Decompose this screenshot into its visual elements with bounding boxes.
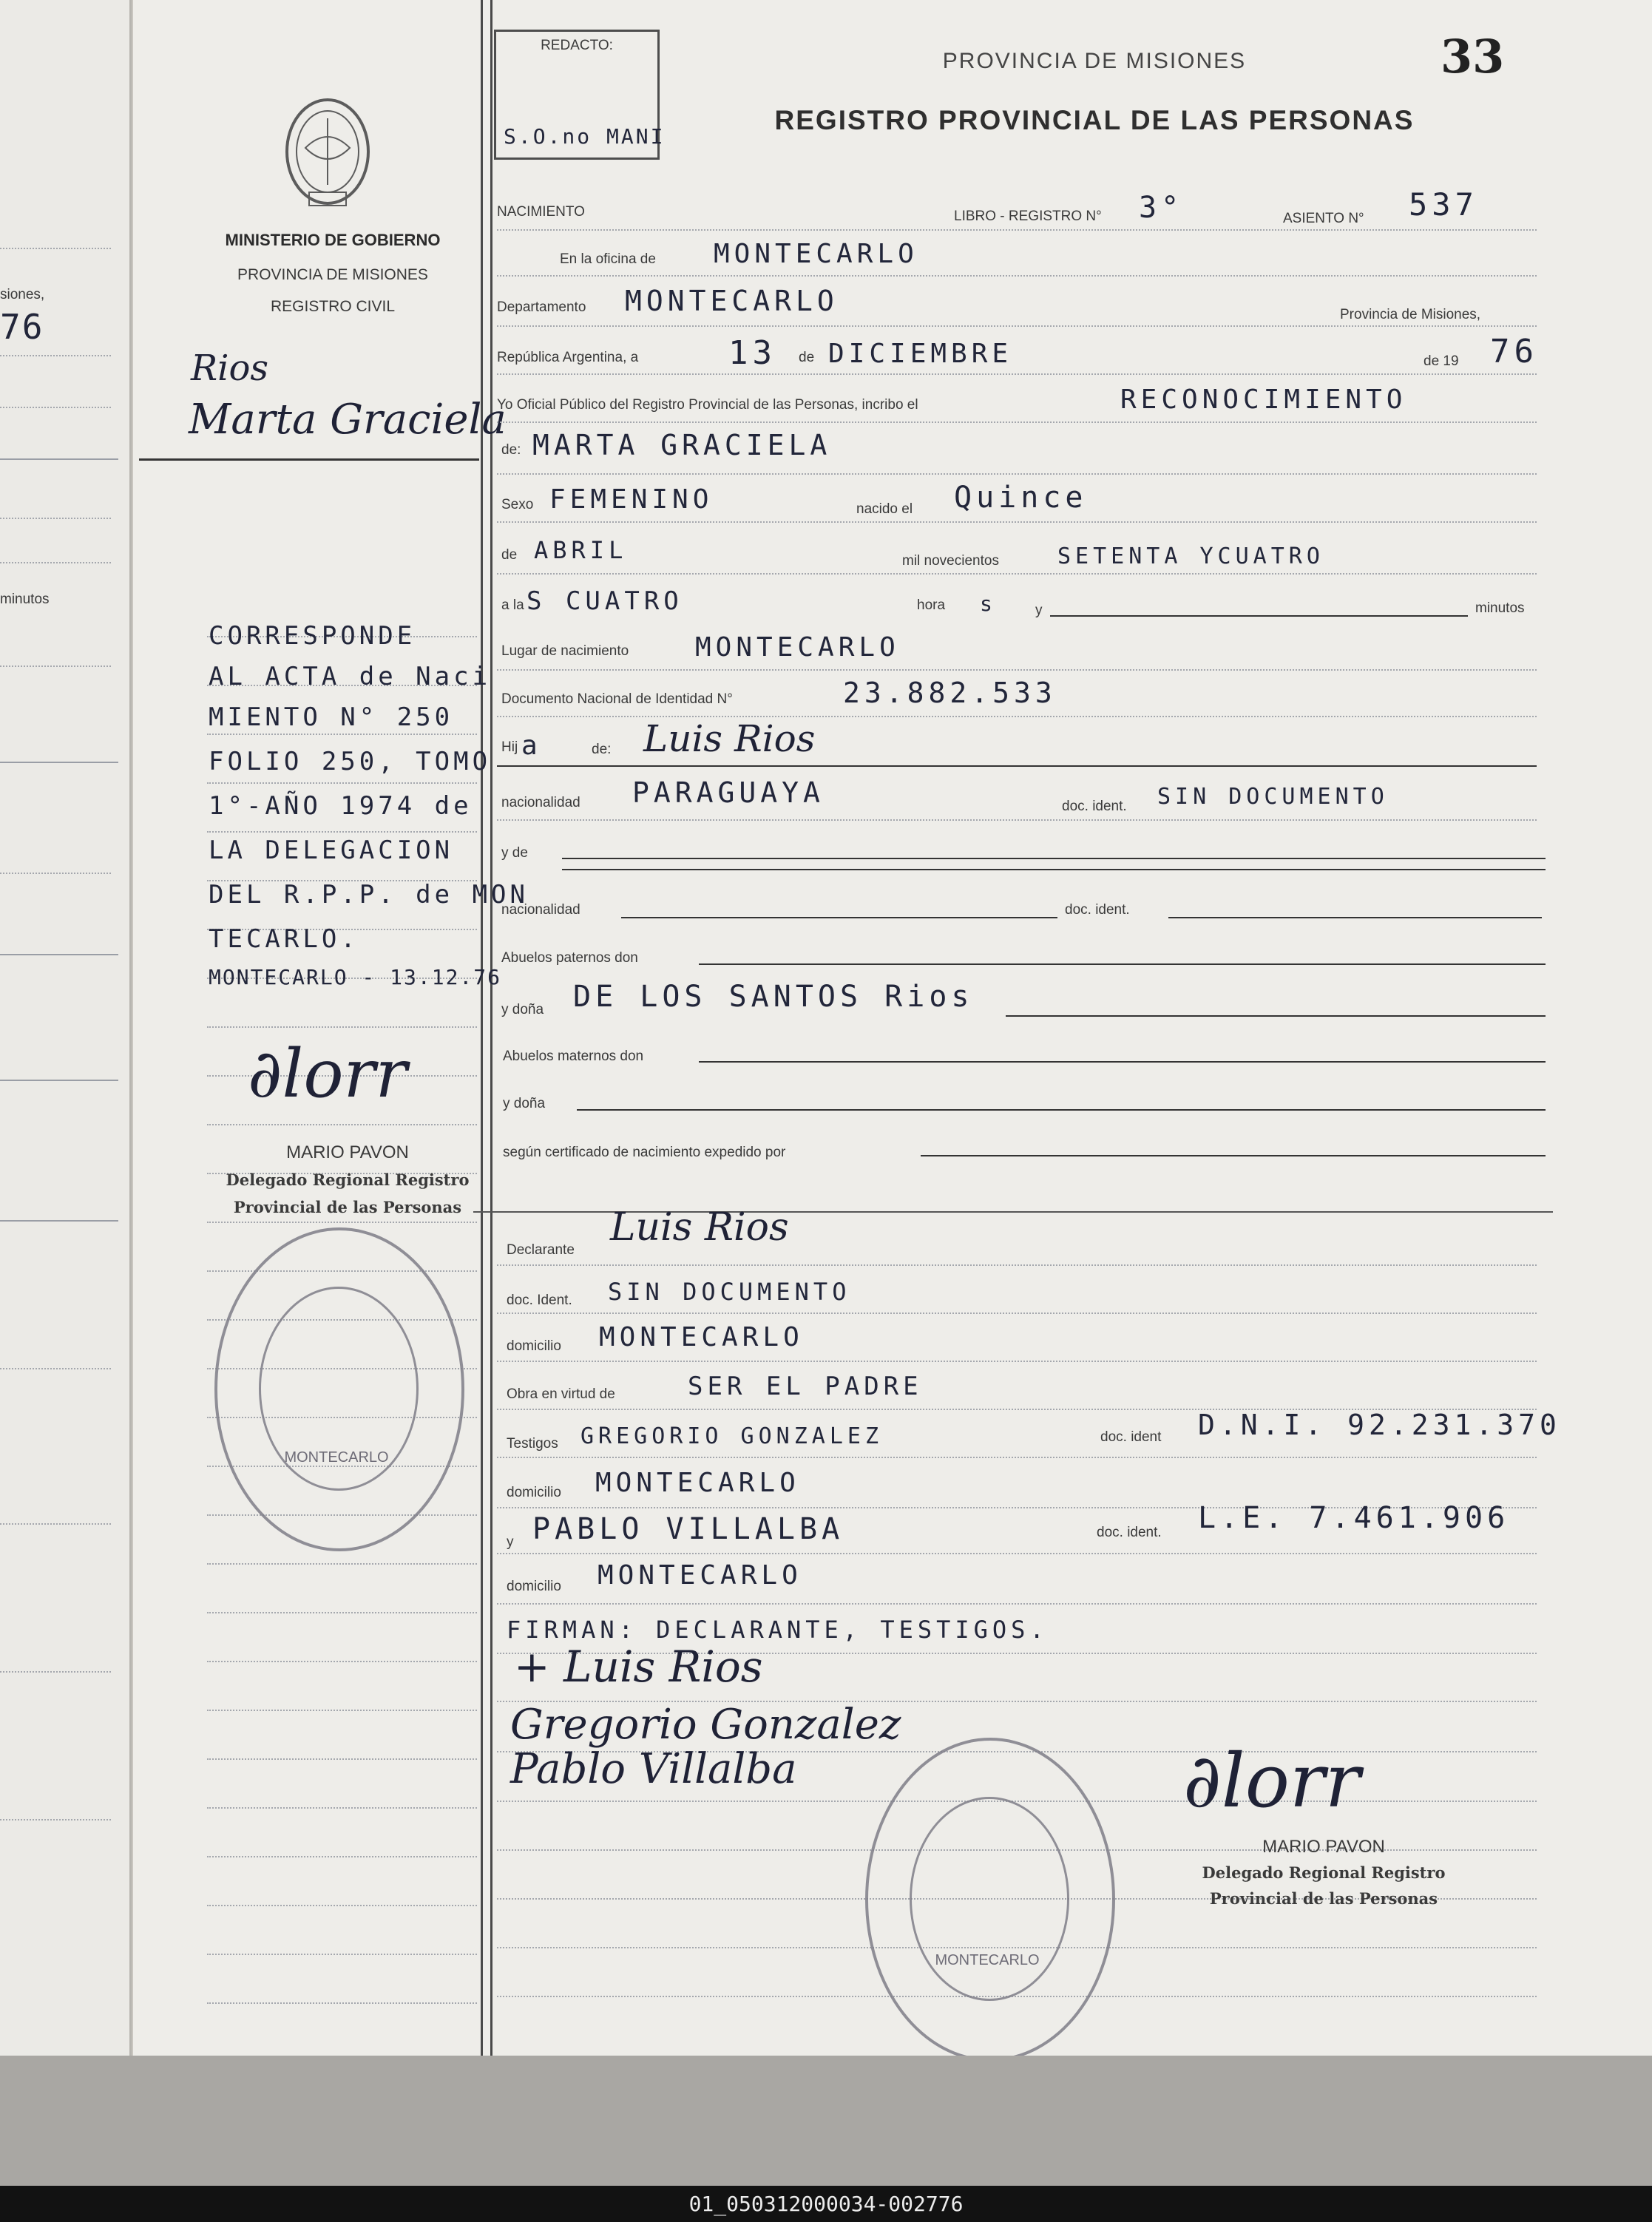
field-value: GREGORIO GONZALEZ [580, 1423, 884, 1449]
prev-rule [0, 1819, 111, 1820]
bottom-official-title: Delegado Regional Registro [1202, 1863, 1446, 1882]
prev-rule [0, 873, 111, 874]
page-number: 33 [1441, 30, 1505, 84]
civil-registry-label: REGISTRO CIVIL [270, 298, 396, 315]
prev-rule [0, 954, 118, 955]
note-line: 1°-AÑO 1974 de [209, 791, 473, 821]
field-label: República Argentina, a [497, 350, 639, 365]
form-rule [497, 421, 1537, 423]
field-label: ASIENTO N° [1283, 211, 1364, 226]
form-rule [562, 858, 1546, 859]
margin-signature: ∂lorr [248, 1035, 407, 1113]
prev-rule [0, 1220, 118, 1222]
margin-surname: Rios [191, 348, 269, 389]
note-line: MIENTO N° 250 [209, 702, 454, 732]
left-province-label: PROVINCIA DE MISIONES [237, 266, 428, 283]
field-label: minutos [1475, 600, 1525, 616]
form-rule [497, 229, 1537, 231]
field-label: Hij [501, 739, 518, 755]
field-value: a [521, 731, 542, 761]
previous-page-edge [0, 0, 132, 2056]
margin-rule [207, 782, 477, 784]
field-value: SER EL PADRE [688, 1372, 923, 1401]
header-province: PROVINCIA DE MISIONES [942, 49, 1247, 73]
prev-rule [0, 1368, 111, 1369]
margin-official-title: Delegado Regional Registro [226, 1171, 470, 1189]
field-label: Abuelos maternos don [503, 1049, 644, 1064]
form-rule [497, 1361, 1537, 1362]
field-label: y doña [501, 1002, 544, 1017]
margin-rule [207, 1026, 477, 1028]
redacto-value: S.O.no MANI [504, 124, 666, 149]
note-line: MONTECARLO - 13.12.76 [209, 965, 502, 989]
field-label: de: [501, 442, 521, 458]
form-rule [1050, 615, 1468, 617]
stamp-center-text: MONTECARLO [284, 1449, 389, 1466]
field-label: doc. ident. [1062, 799, 1127, 814]
field-label: Abuelos paternos don [501, 950, 638, 966]
margin-rule [207, 1612, 477, 1613]
field-label: y [507, 1534, 514, 1550]
field-value: 76 [1490, 333, 1538, 370]
form-rule [497, 1553, 1537, 1554]
field-label: y doña [503, 1096, 546, 1111]
field-value: 13 [728, 334, 776, 372]
declarant-name: Luis Rios [610, 1205, 789, 1250]
form-rule [1006, 1015, 1546, 1017]
field-label: de: [592, 742, 612, 757]
father-name: Luis Rios [643, 717, 816, 760]
form-rule [497, 573, 1537, 575]
prev-rule [0, 355, 111, 356]
form-rule [497, 473, 1537, 475]
field-value: MONTECARLO [595, 1468, 800, 1498]
margin-rule [207, 1222, 477, 1223]
field-value: Quince [954, 481, 1088, 515]
scan-identifier: 01_050312000034-002776 [0, 2186, 1652, 2222]
form-rule [497, 1312, 1537, 1314]
field-value: SIN DOCUMENTO [608, 1278, 851, 1306]
field-value: 3° [1139, 191, 1184, 225]
margin-name-underline [139, 458, 479, 461]
field-label: Obra en virtud de [507, 1386, 615, 1402]
field-value: MONTECARLO [625, 285, 839, 317]
official-signature: ∂lorr [1183, 1738, 1361, 1824]
field-value: MARTA GRACIELA [532, 429, 832, 461]
field-value: S CUATRO [527, 586, 683, 616]
margin-rule [207, 1807, 477, 1809]
prev-label: siones, [0, 287, 45, 302]
form-rule [699, 963, 1546, 965]
note-line: TECARLO. [209, 924, 359, 954]
header-title: REGISTRO PROVINCIAL DE LAS PERSONAS [774, 105, 1415, 135]
bottom-official-name: MARIO PAVON [1262, 1837, 1385, 1857]
prev-rule [0, 1671, 111, 1673]
field-label: Testigos [507, 1436, 558, 1452]
margin-official-title: Provincial de las Personas [233, 1198, 462, 1216]
field-label: nacido el [856, 501, 913, 517]
field-label: Provincia de Misiones, [1340, 307, 1481, 322]
field-value: SETENTA YCUATRO [1057, 543, 1324, 569]
field-value: FEMENINO [549, 484, 714, 515]
field-label: LIBRO - REGISTRO N° [954, 209, 1102, 224]
prev-year: 76 [0, 307, 44, 347]
field-label: domicilio [507, 1485, 561, 1500]
field-label: doc. ident [1100, 1429, 1162, 1445]
signers-note: FIRMAN: DECLARANTE, TESTIGOS. [507, 1616, 1049, 1644]
field-label: Departamento [497, 299, 586, 315]
field-label: Lugar de nacimiento [501, 643, 629, 659]
margin-rule [207, 2002, 477, 2004]
form-rule [497, 275, 1537, 277]
prev-label: minutos [0, 592, 50, 607]
field-label: nacionalidad [501, 902, 580, 918]
note-line: AL ACTA de Naci [209, 662, 492, 691]
prev-rule [0, 458, 118, 460]
registry-seal-inner [910, 1797, 1069, 2001]
margin-rule [207, 1563, 477, 1565]
margin-rule [207, 1758, 477, 1760]
margin-rule [207, 831, 477, 833]
field-value: DICIEMBRE [828, 339, 1013, 369]
prev-rule [0, 407, 111, 408]
field-value: L.E. 7.461.906 [1198, 1501, 1510, 1535]
form-rule [621, 917, 1057, 918]
field-value: SIN DOCUMENTO [1157, 784, 1389, 810]
redacto-box [494, 30, 666, 160]
form-rule [699, 1061, 1546, 1063]
field-value: s [980, 592, 997, 616]
field-value: 23.882.533 [843, 677, 1057, 709]
note-line: LA DELEGACION [209, 836, 454, 865]
field-label: doc. ident. [1065, 902, 1130, 918]
field-value: MONTECARLO [599, 1322, 804, 1352]
field-label: de [501, 547, 518, 563]
field-label: doc. Ident. [507, 1293, 572, 1308]
field-value: DE LOS SANTOS Rios [573, 980, 974, 1014]
margin-official-name: MARIO PAVON [286, 1142, 409, 1162]
form-rule [562, 869, 1546, 870]
field-label: Yo Oficial Público del Registro Provincial de las Personas, incribo el [497, 397, 918, 413]
stamp-center-text: MONTECARLO [935, 1952, 1040, 1968]
prev-rule [0, 762, 118, 763]
field-label: a la [501, 597, 524, 613]
form-rule [497, 1457, 1537, 1458]
field-label: En la oficina de [560, 251, 656, 267]
prev-rule [0, 665, 111, 667]
margin-rule [207, 1905, 477, 1906]
field-label: mil novecientos [902, 553, 999, 569]
prev-rule [0, 562, 111, 563]
field-label: y de [501, 845, 528, 861]
field-value: PARAGUAYA [632, 776, 825, 809]
field-label: domicilio [507, 1338, 561, 1354]
coat-of-arms-icon [276, 89, 379, 214]
form-rule [497, 819, 1537, 821]
form-rule [497, 765, 1537, 767]
field-label: Sexo [501, 497, 534, 512]
form-rule [1168, 917, 1542, 918]
form-rule [497, 325, 1537, 327]
note-line: FOLIO 250, TOMO [209, 747, 492, 776]
prev-rule [0, 1523, 111, 1525]
margin-rule [207, 1710, 477, 1711]
note-line: DEL R.P.P. de MON [209, 880, 529, 910]
form-rule [497, 669, 1537, 671]
margin-rule [207, 1954, 477, 1955]
field-label: de [799, 350, 815, 365]
field-value: RECONOCIMIENTO [1120, 385, 1407, 415]
field-value: ABRIL [534, 536, 628, 564]
note-line: CORRESPONDE [209, 621, 416, 651]
scan-bottom-edge [0, 2056, 1652, 2186]
margin-rule [207, 1661, 477, 1662]
field-value: D.N.I. 92.231.370 [1198, 1409, 1561, 1441]
field-label: hora [917, 597, 946, 613]
field-label: nacionalidad [501, 795, 580, 810]
witness-signature: Pablo Villalba [510, 1745, 797, 1793]
column-divider [481, 0, 483, 2056]
form-rule [497, 373, 1537, 375]
form-rule [921, 1155, 1546, 1156]
witness-signature: Gregorio Gonzalez [510, 1701, 901, 1749]
declarant-signature: + Luis Rios [514, 1642, 763, 1692]
field-value: MONTECARLO [714, 239, 918, 269]
field-label: NACIMIENTO [497, 204, 585, 220]
field-value: 537 [1409, 186, 1478, 223]
margin-rule [207, 734, 477, 735]
form-rule [497, 1264, 1537, 1266]
field-value: PABLO VILLALBA [532, 1512, 844, 1546]
margin-given-name: Marta Graciela [189, 396, 507, 444]
field-label: domicilio [507, 1579, 561, 1594]
prev-rule [0, 1080, 118, 1081]
field-label: de 19 [1424, 353, 1459, 369]
field-value: MONTECARLO [695, 632, 900, 663]
margin-rule [207, 1856, 477, 1857]
margin-rule [207, 1124, 477, 1125]
form-rule [577, 1109, 1546, 1111]
field-label: Declarante [507, 1242, 575, 1258]
field-value: MONTECARLO [598, 1560, 802, 1591]
redacto-label: REDACTO: [541, 38, 613, 53]
prev-rule [0, 248, 111, 249]
field-label: según certificado de nacimiento expedido por [503, 1145, 786, 1160]
prev-rule [0, 518, 111, 519]
field-label: y [1035, 603, 1043, 618]
form-rule [497, 1603, 1537, 1605]
bottom-official-title: Provincial de las Personas [1209, 1889, 1438, 1908]
ministry-label: MINISTERIO DE GOBIERNO [225, 231, 441, 249]
form-rule [497, 521, 1537, 523]
field-label: Documento Nacional de Identidad N° [501, 691, 733, 707]
field-label: doc. ident. [1097, 1525, 1162, 1540]
column-divider [490, 0, 492, 2056]
